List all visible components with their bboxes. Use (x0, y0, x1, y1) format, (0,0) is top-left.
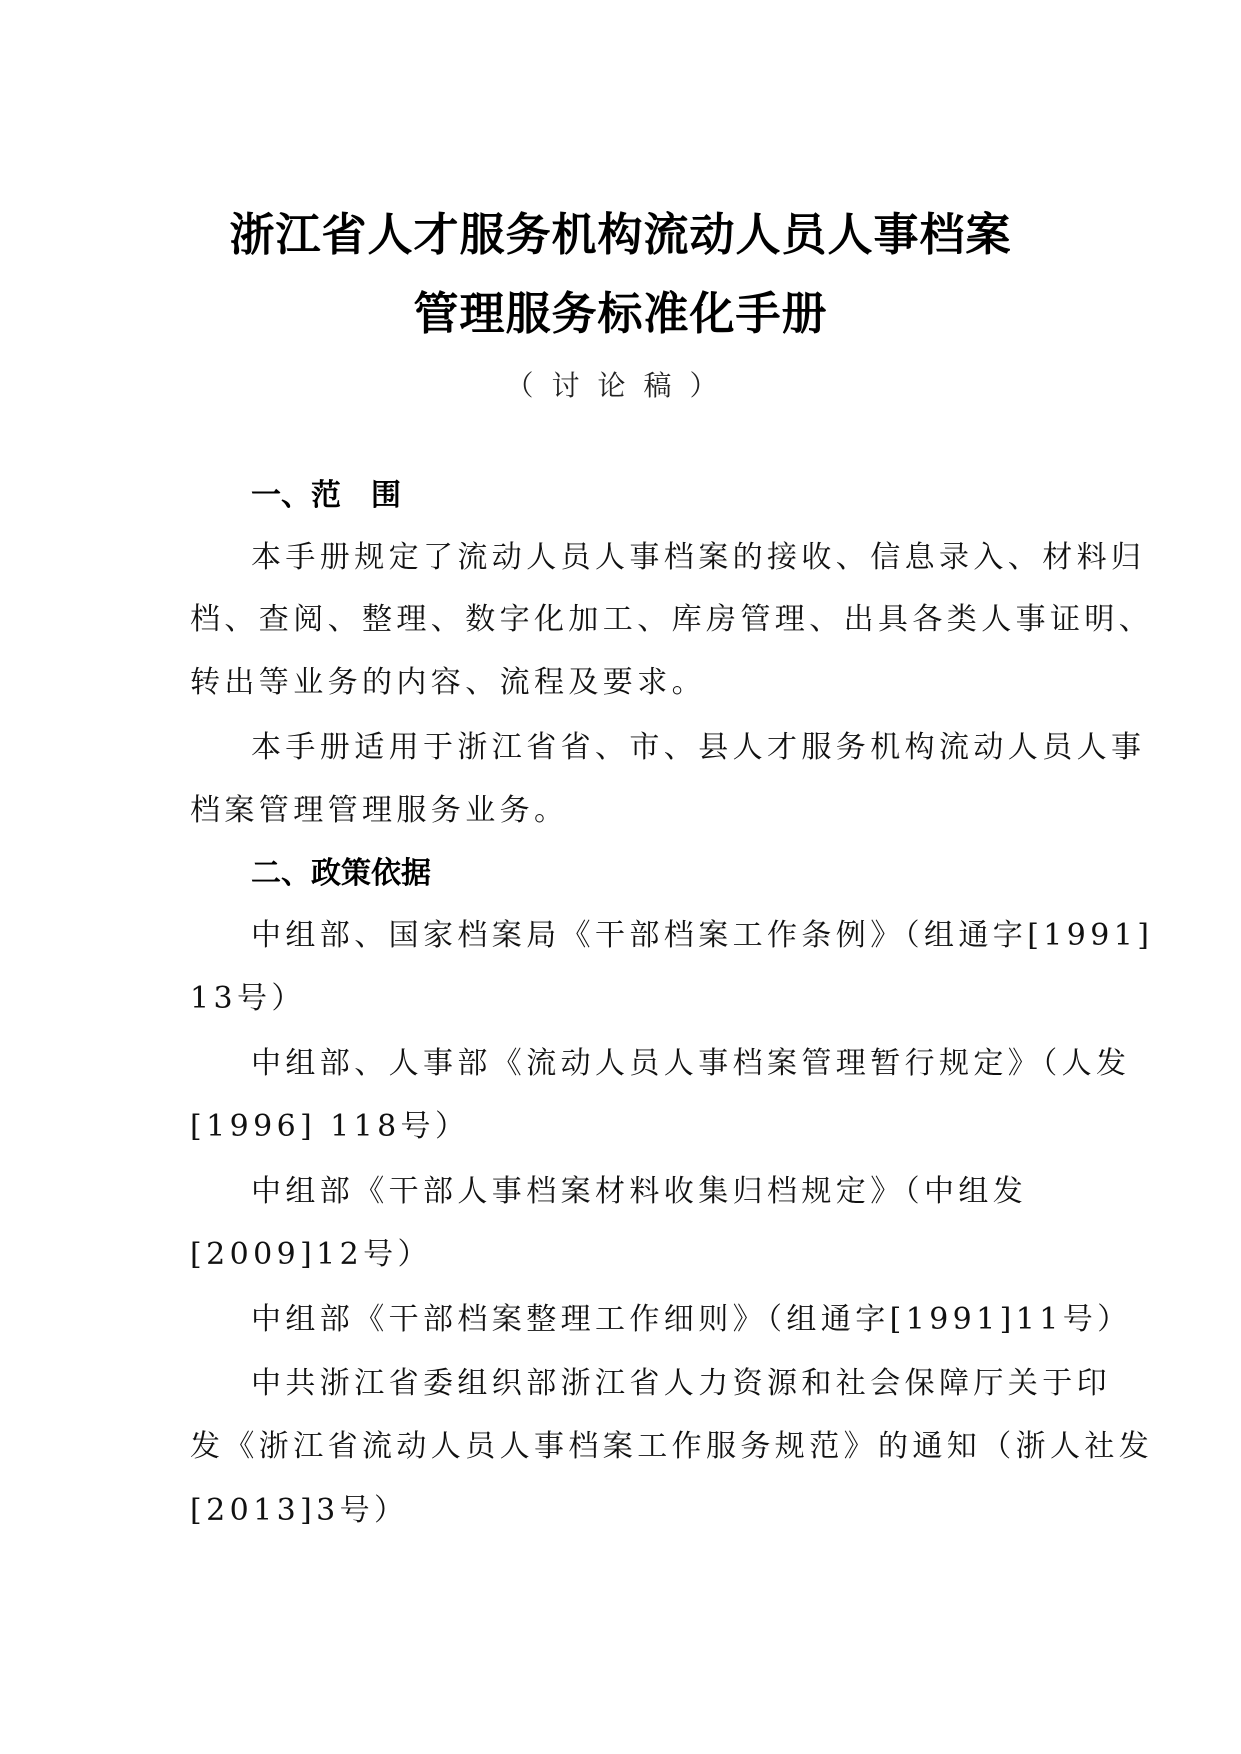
paragraph-line: 中共浙江省委组织部浙江省人力资源和社会保障厅关于印 (251, 1366, 1111, 1401)
paragraph-line: 本手册适用于浙江省省、市、县人才服务机构流动人员人事 (251, 730, 1146, 765)
paragraph-line: 发《浙江省流动人员人事档案工作服务规范》的通知（浙人社发 (190, 1429, 1154, 1464)
paragraph-line: 转出等业务的内容、流程及要求。 (190, 665, 706, 700)
section-heading-policy-basis: 二、政策依据 (251, 856, 431, 891)
paragraph-line: 中组部、国家档案局《干部档案工作条例》（组通字[1991] (251, 918, 1154, 953)
paragraph-line: 13号） (190, 981, 306, 1016)
document-title-line-2: 管理服务标准化手册 (413, 287, 828, 340)
paragraph-line: 中组部、人事部《流动人员人事档案管理暂行规定》（人发 (251, 1046, 1131, 1081)
section-heading-scope: 一、范 围 (251, 478, 401, 513)
paragraph-line: 中组部《干部档案整理工作细则》（组通字[1991]11号） (251, 1302, 1132, 1337)
paragraph-line: 档、查阅、整理、数字化加工、库房管理、出具各类人事证明、 (190, 602, 1154, 637)
paragraph-line: [2013]3号） (190, 1493, 409, 1528)
document-subtitle: （讨论稿） (505, 369, 736, 402)
paragraph-line: 中组部《干部人事档案材料收集归档规定》（中组发 (251, 1174, 1028, 1209)
paragraph-line: [1996] 118号） (190, 1109, 470, 1144)
document-title-line-1: 浙江省人才服务机构流动人员人事档案 (229, 208, 1012, 261)
paragraph-line: [2009]12号） (190, 1237, 432, 1272)
paragraph-line: 本手册规定了流动人员人事档案的接收、信息录入、材料归 (251, 540, 1146, 575)
paragraph-line: 档案管理管理服务业务。 (190, 793, 569, 828)
